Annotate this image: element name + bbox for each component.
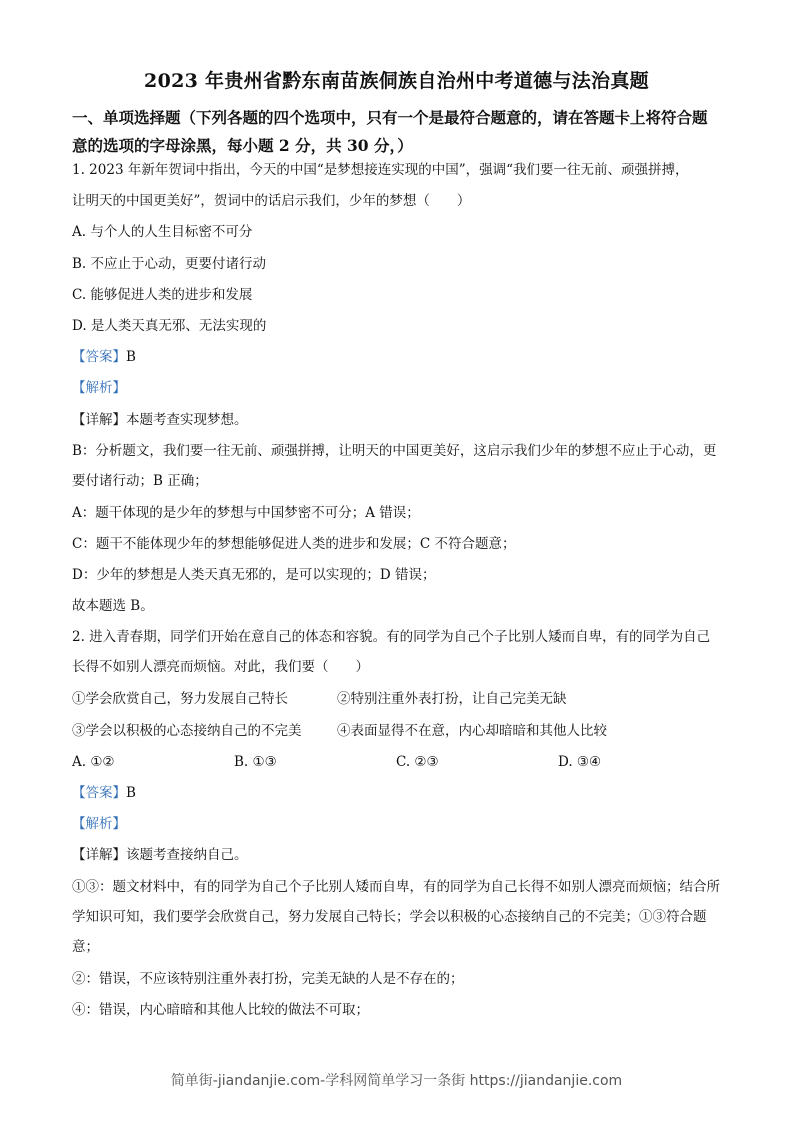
- detail-text: 本题考查实现梦想。: [126, 411, 248, 428]
- q1-explanation-d: D：少年的梦想是人类天真无邪的，是可以实现的；D 错误；: [72, 567, 436, 584]
- q2-analysis-tag: 【解析】: [72, 816, 126, 833]
- q1-stem-line1: 1. 2023 年新年贺词中指出，今天的中国“是梦想接连实现的中国”，强调“我们要一往无前、顽强拼搏，: [72, 162, 689, 178]
- q1-detail: [72, 405, 722, 436]
- q2-items-row2: [72, 716, 722, 747]
- detail-tag: 【详解】: [72, 411, 126, 428]
- q1-explanation-b: B：分析题文，我们要一往无前、顽强拼搏，让明天的中国更美好，这启示我们少年的梦想不应止于心动，更要付诸行动；B 正确；: [72, 442, 717, 489]
- q2-option-c: C. ②③: [396, 753, 439, 770]
- q2-stem: 2. 进入青春期，同学们开始在意自己的体态和容貌。有的同学为自己个子比别人矮而自卑，有的同学为自己长得不如别人漂亮而烦恼。对此，我们要（ ）: [72, 629, 711, 676]
- q2-option-a: A. ①②: [72, 753, 115, 770]
- answer-value: B: [126, 349, 136, 366]
- q2-item-3: ③学会以积极的心态接纳自己的不完美: [72, 722, 302, 739]
- q2-detail: [72, 840, 722, 871]
- q2-answer: [72, 778, 722, 809]
- page-footer: 简单街-jiandanjie.com-学科网简单学习一条街 https://jiandanjie.com: [170, 1073, 623, 1089]
- answer-value: B: [126, 785, 136, 801]
- q1-option-c: C. 能够促进人类的进步和发展: [72, 286, 253, 303]
- section-heading: 一、单项选择题（下列各题的四个选项中，只有一个是最符合题意的，请在答题卡上将符合题意的选项的字母涂黑，每小题 2 分，共 30 分，）: [72, 108, 708, 155]
- answer-tag: 【答案】: [72, 349, 126, 366]
- detail-text: 该题考查接纳自己。: [126, 847, 248, 864]
- q2-item-4: ④表面显得不在意，内心却暗暗和其他人比较: [337, 722, 607, 739]
- q2-options: [72, 747, 722, 778]
- q1-option-b: B. 不应止于心动，更要付诸行动: [72, 255, 267, 272]
- q2-option-d: D. ③④: [558, 753, 602, 770]
- q1-conclusion: 故本题选 B。: [72, 598, 154, 615]
- q1-option-d: D. 是人类天真无邪、无法实现的: [72, 317, 267, 334]
- q2-explanation-13: ①③：题文材料中，有的同学为自己个子比别人矮而自卑，有的同学为自己长得不如别人漂亮而烦恼；结合所学知识可知，我们要学会欣赏自己，努力发展自己特长；学会以积极的心态接纳自己的不完美；①③符合题意；: [72, 878, 720, 955]
- q2-item-2: ②特别注重外表打扮，让自己完美无缺: [337, 691, 567, 708]
- q1-option-a: A. 与个人的人生目标密不可分: [72, 224, 253, 241]
- detail-tag: 【详解】: [72, 847, 126, 864]
- q2-explanation-2: ②：错误，不应该特别注重外表打扮，完美无缺的人是不存在的；: [72, 970, 464, 987]
- q1-explanation-a: A：题干体现的是少年的梦想与中国梦密不可分；A 错误；: [72, 504, 420, 521]
- q1-stem-line2: 让明天的中国更美好”，贺词中的话启示我们，少年的梦想（ ）: [72, 193, 471, 210]
- page-title: 2023 年贵州省黔东南苗族侗族自治州中考道德与法治真题: [144, 70, 649, 92]
- q1-explanation-c: C：题干不能体现少年的梦想能够促进人类的进步和发展；C 不符合题意；: [72, 535, 516, 552]
- q1-analysis-tag: 【解析】: [72, 380, 126, 397]
- document-body: [72, 155, 722, 1026]
- q1-answer: [72, 342, 722, 373]
- answer-tag: 【答案】: [72, 785, 126, 801]
- q2-explanation-4: ④：错误，内心暗暗和其他人比较的做法不可取；: [72, 1001, 369, 1018]
- q2-items-row1: [72, 684, 722, 715]
- q2-option-b: B. ①③: [234, 753, 277, 770]
- q2-item-1: ①学会欣赏自己，努力发展自己特长: [72, 691, 288, 708]
